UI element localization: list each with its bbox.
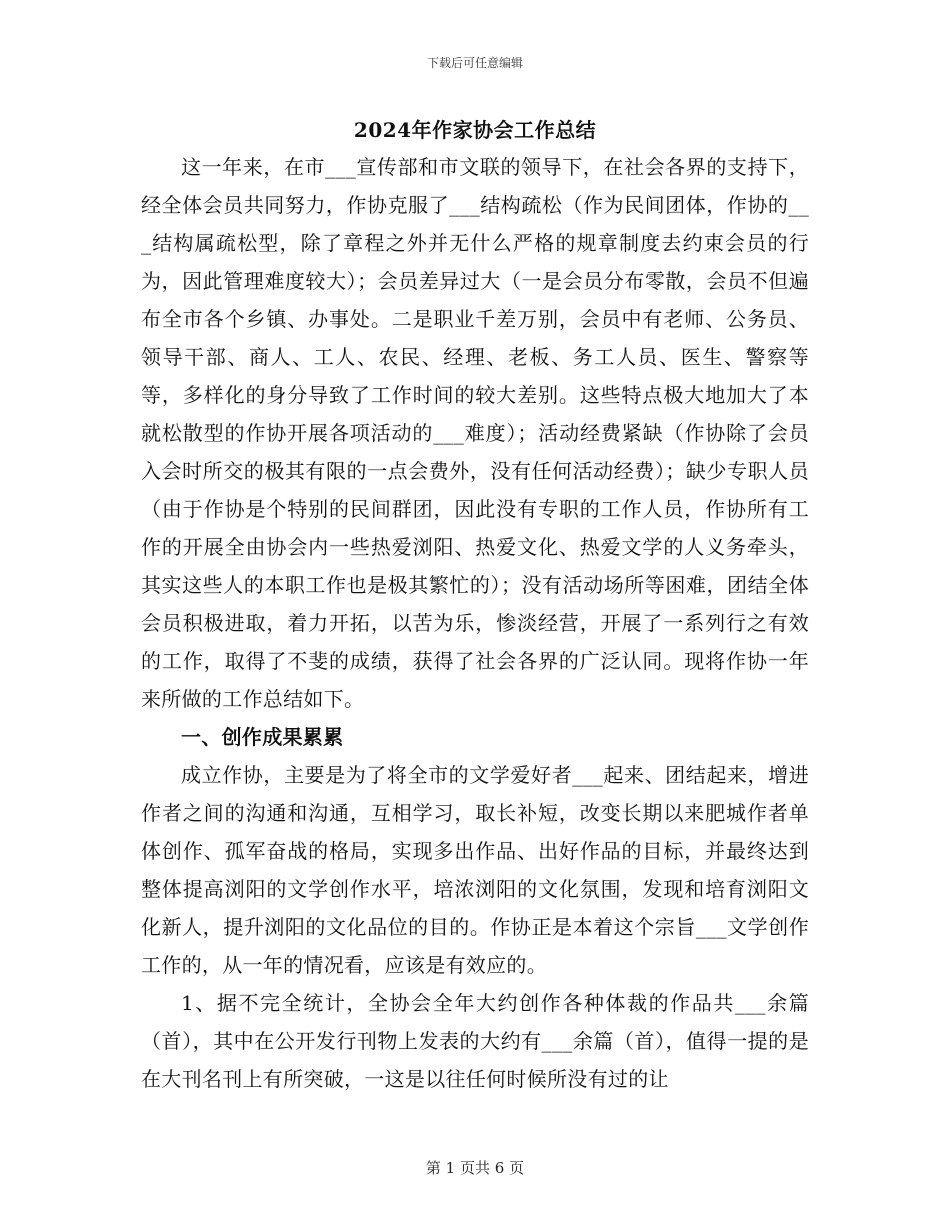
header-note: 下载后可任意编辑: [426, 56, 523, 70]
document-body: [141, 148, 809, 1098]
list-item-paragraph: 1、据不完全统计，全协会全年大约创作各种体裁的作品共___余篇（首），其中在公开发行刊物上发表的大约有___余篇（首），值得一提的是在大刊名刊上有所突破，一这是以往任何时候所没有过的让: [141, 991, 809, 1091]
page-number: 第 1 页共 6 页: [425, 1159, 525, 1177]
section-heading: 一、创作成果累累: [181, 725, 344, 749]
section-paragraph: 成立作协，主要是为了将全市的文学爱好者___起来、团结起来，增进作者之间的沟通和沟通，互相学习，取长补短，改变长期以来肥城作者单体创作、孤军奋战的格局，实现多出作品、出好作品的目标，并最终达到整体提高浏阳的文学创作水平，培浓浏阳的文化氛围，发现和培育浏阳文化新人，提升浏阳的文化品位的目的。作协正是本着这个宗旨___文学创作工作的，从一年的情况看，应该是有效应的。: [141, 763, 809, 977]
document-title: 2024年作家协会工作总结: [353, 118, 597, 142]
intro-paragraph: 这一年来，在市___宣传部和市文联的领导下，在社会各界的支持下，经全体会员共同努力，作协克服了___结构疏松（作为民间团体，作协的___结构属疏松型，除了章程之外并无什么严格的规章制度去约束会员的行为，因此管理难度较大）；会员差异过大（一是会员分布零散，会员不但遍布全市各个乡镇、办事处。二是职业千差万别，会员中有老师、公务员、领导干部、商人、工人、农民、经理、老板、务工人员、医生、警察等等，多样化的身分导致了工作时间的较大差别。这些特点极大地加大了本就松散型的作协开展各项活动的___难度）；活动经费紧缺（作协除了会员入会时所交的极其有限的一点会费外，没有任何活动经费）；缺少专职人员（由于作协是个特别的民间群团，因此没有专职的工作人员，作协所有工作的开展全由协会内一些热爱浏阳、热爱文化、热爱文学的人义务牵头，其实这些人的本职工作也是极其繁忙的）；没有活动场所等困难，团结全体会员积极进取，着力开拓，以苦为乐，惨淡经营，开展了一系列行之有效的工作，取得了不斐的成绩，获得了社会各界的广泛认同。现将作协一年来所做的工作总结如下。: [141, 155, 809, 711]
